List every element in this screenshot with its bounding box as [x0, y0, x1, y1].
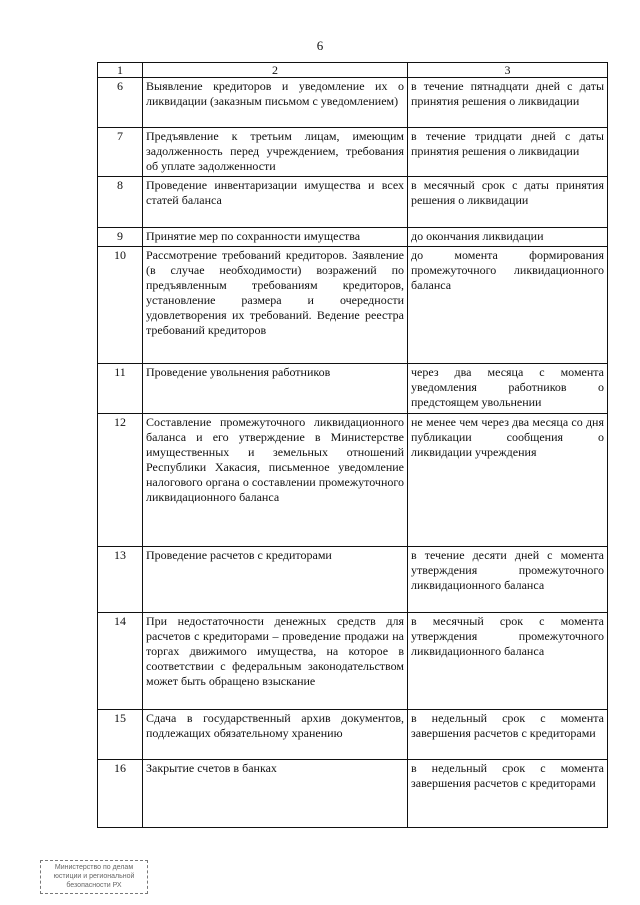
table-row: [98, 228, 608, 247]
row-term: не менее чем через два месяца со дня публикации сообщения о ликвидации учреждения: [408, 414, 608, 547]
header-col-3: 3: [408, 63, 608, 78]
row-action: Предъявление к третьим лицам, имеющим задолженность перед учреждением, требования об уплате задолженности: [143, 128, 408, 177]
stamp-line-1: Министерство по делам: [54, 864, 134, 871]
row-action: Составление промежуточного ликвидационного баланса и его утверждение в Министерстве имущественных и земельных отношений Республики Хакасия, письменное уведомление налогового органа о составлении промежуточного ликвидационного баланса: [143, 414, 408, 547]
liquidation-plan-table: [97, 62, 608, 828]
row-number: 15: [98, 710, 143, 760]
row-term: в течение пятнадцати дней с даты принятия решения о ликвидации: [408, 78, 608, 128]
header-col-1: 1: [98, 63, 143, 78]
row-action: Проведение расчетов с кредиторами: [143, 547, 408, 613]
row-term: до окончания ликвидации: [408, 228, 608, 247]
row-action: Закрытие счетов в банках: [143, 760, 408, 828]
table-row: [98, 547, 608, 613]
page-number: 6: [316, 38, 324, 53]
row-term: в месячный срок с момента утверждения промежуточного ликвидационного баланса: [408, 613, 608, 710]
header-col-2: 2: [143, 63, 408, 78]
row-action: Проведение инвентаризации имущества и всех статей баланса: [143, 177, 408, 228]
table-row: [98, 78, 608, 128]
table-row: [98, 128, 608, 177]
row-number: 10: [98, 247, 143, 364]
row-term: в недельный срок с момента завершения расчетов с кредиторами: [408, 710, 608, 760]
row-action: Проведение увольнения работников: [143, 364, 408, 414]
table-row: [98, 247, 608, 364]
row-term: в недельный срок с момента завершения расчетов с кредиторами: [408, 760, 608, 828]
row-action: Рассмотрение требований кредиторов. Заявление (в случае необходимости) возражений по предъявленным требованиям кредиторов, установление размера и очередности удовлетворения их требований. Ведение реестра требований кредиторов: [143, 247, 408, 364]
stamp-line-2: юстиции и региональной: [53, 873, 135, 880]
registration-stamp: [40, 860, 148, 894]
row-number: 14: [98, 613, 143, 710]
row-term: в течение тридцати дней с даты принятия решения о ликвидации: [408, 128, 608, 177]
table-header-row: [98, 63, 608, 78]
row-number: 11: [98, 364, 143, 414]
row-term: до момента формирования промежуточного ликвидационного баланса: [408, 247, 608, 364]
row-number: 12: [98, 414, 143, 547]
row-number: 7: [98, 128, 143, 177]
row-number: 8: [98, 177, 143, 228]
row-term: в месячный срок с даты принятия решения о ликвидации: [408, 177, 608, 228]
row-action: Принятие мер по сохранности имущества: [143, 228, 408, 247]
table-row: [98, 613, 608, 710]
row-term: через два месяца с момента уведомления работников о предстоящем увольнении: [408, 364, 608, 414]
row-term: в течение десяти дней с момента утверждения промежуточного ликвидационного баланса: [408, 547, 608, 613]
row-action: При недостаточности денежных средств для расчетов с кредиторами – проведение продажи на торгах движимого имущества, на которое в соответствии с федеральным законодательством может быть обращено взыскание: [143, 613, 408, 710]
row-action: Выявление кредиторов и уведомление их о ликвидации (заказным письмом с уведомлением): [143, 78, 408, 128]
table-row: [98, 710, 608, 760]
table-row: [98, 760, 608, 828]
table-row: [98, 414, 608, 547]
table-row: [98, 177, 608, 228]
row-action: Сдача в государственный архив документов, подлежащих обязательному хранению: [143, 710, 408, 760]
row-number: 9: [98, 228, 143, 247]
row-number: 13: [98, 547, 143, 613]
row-number: 6: [98, 78, 143, 128]
stamp-line-3: безопасности РХ: [66, 882, 122, 889]
table-row: [98, 364, 608, 414]
row-number: 16: [98, 760, 143, 828]
